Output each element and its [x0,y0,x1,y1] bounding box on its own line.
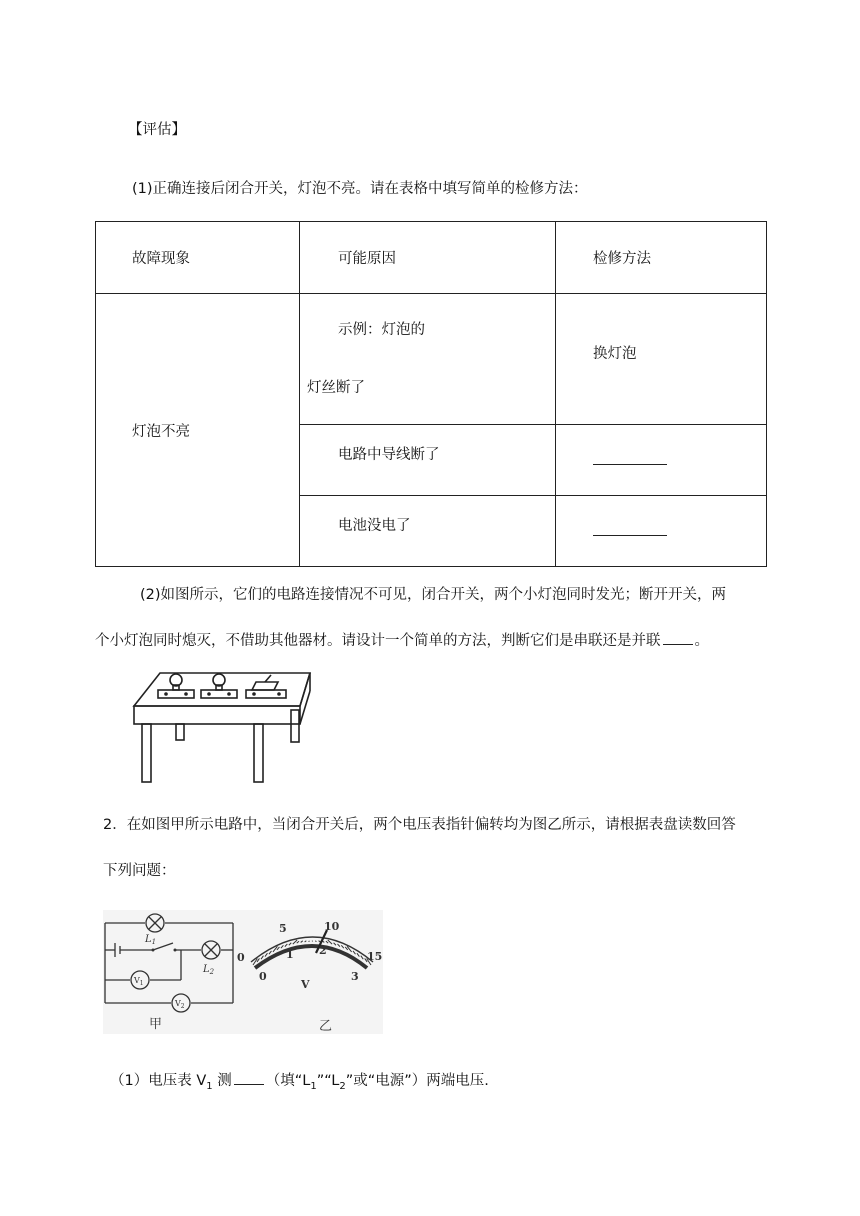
label-V1-sub: 1 [139,980,144,987]
example-cause-line2: 灯丝断了 [307,380,365,396]
label-V2-sub: 2 [180,1003,185,1010]
figure-caption-yi: 乙 [319,1019,333,1034]
method-answer-blank[interactable] [593,523,667,536]
meter-top-10: 10 [324,920,340,933]
header-symptom: 故障现象 [132,251,190,267]
meter-top-5: 5 [279,922,287,935]
table-header-cell [96,222,300,294]
sub1-q-mid: ”“L [316,1073,340,1089]
header-method: 检修方法 [593,251,651,267]
example-cause-line1: 示例：灯泡的 [338,322,425,338]
meter-tick [315,941,316,942]
meter-tick [309,941,310,942]
sub1-prefix: （1）电压表 V [110,1073,207,1089]
problem-2-line1: 2．在如图甲所示电路中，当闭合开关后，两个电压表指针偏转均为图乙所示，请根据表盘读数回答 [103,817,736,833]
label-V1: V [134,976,140,985]
question-2-line1: (2)如图所示，它们的电路连接情况不可见，闭合开关，两个小灯泡同时发光；断开开关，两 [140,587,727,603]
sub1-paren-open: （填“L [265,1073,311,1089]
meter-bottom-3: 3 [351,970,359,983]
label-L1: L [145,934,152,945]
question-2-line2-text: 个小灯泡同时熄灭，不借助其他器材。请设计一个简单的方法，判断它们是串联还是并联 [95,633,661,649]
sub1-l2-sub: 2 [339,1080,346,1092]
question-2-end: 。 [694,633,709,649]
cause-text: 电池没电了 [338,517,411,534]
label-L1-sub: 1 [151,938,157,946]
table-bulbs-illustration [130,668,320,788]
cause-cell [300,425,556,496]
section-heading: 【评估】 [128,122,186,138]
label-L2-sub: 2 [209,968,215,976]
troubleshooting-table [95,221,767,567]
cause-text: 电路中导线断了 [338,446,440,463]
label-L2: L [203,964,210,975]
answer-blank[interactable] [234,1074,264,1085]
sub-question-1 [110,1069,489,1092]
symptom-text: 灯泡不亮 [132,423,190,440]
sub1-l1-sub: 1 [310,1080,317,1092]
header-cause: 可能原因 [338,251,396,267]
meter-bottom-1: 1 [286,948,294,961]
meter-left-zero: 0 [237,951,245,964]
method-blank-cell[interactable] [556,425,767,496]
meter-unit: V [301,978,310,991]
sub1-mid: 测 [212,1073,232,1089]
table-header-cell [556,222,767,294]
example-cause-cell [300,294,556,425]
cause-cell [300,496,556,567]
label-V2: V [175,999,181,1008]
figure-caption-jia: 甲 [149,1017,163,1032]
circuit-and-meter-figure [103,910,383,1034]
answer-blank[interactable] [663,634,693,645]
example-method-text: 换灯泡 [593,345,637,362]
problem-2-line2: 下列问题： [103,863,176,879]
method-blank-cell[interactable] [556,496,767,567]
meter-bottom-0: 0 [259,970,267,983]
method-answer-blank[interactable] [593,452,667,465]
table-header-cell [300,222,556,294]
meter-top-15: 15 [367,950,383,963]
symptom-cell [96,294,300,567]
question-1-prompt: (1)正确连接后闭合开关，灯泡不亮。请在表格中填写简单的检修方法： [132,181,588,197]
sub1-v-sub: 1 [206,1080,213,1092]
example-method-cell [556,294,767,425]
meter-bottom-2: 2 [319,944,327,957]
sub1-tail: ”或“电源”）两端电压. [345,1073,489,1089]
question-2-line2 [95,629,709,650]
